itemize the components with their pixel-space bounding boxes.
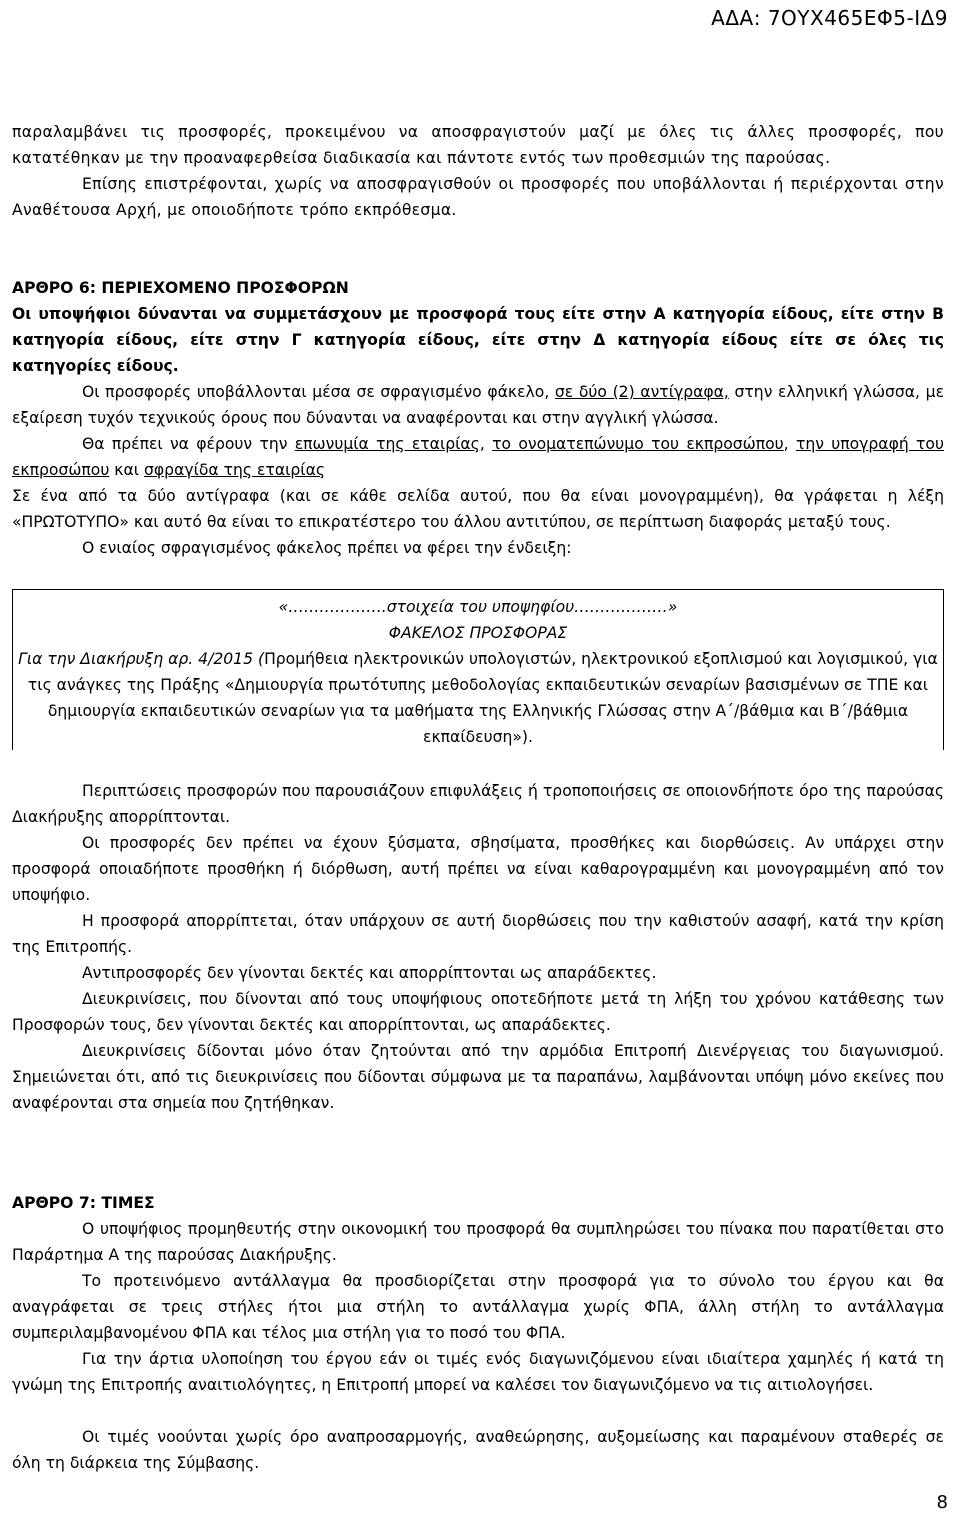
article-7-title: ΑΡΘΡΟ 7: ΤΙΜΕΣ: [12, 1194, 155, 1212]
article-6-categories: Οι υποψήφιοι δύνανται να συμμετάσχουν με προσφορά τους είτε στην Α κατηγορία είδους, είτε στην Β κατηγορία είδους, είτε στην Γ κατηγορία είδους, είτε στην Δ κατηγορία είδους είτε σε όλες τις κατηγορίες είδους.: [12, 305, 944, 375]
page-number: 8: [936, 1492, 948, 1513]
tender-subject: Προμήθεια ηλεκτρονικών υπολογιστών, ηλεκτρονικού εξοπλισμού και λογισμικού, για τις ανάγκες της Πράξης «Δημιουργία πρωτότυπης μεθοδολογίας εκπαιδευτικών σεναρίων βασισμένων σε ΤΠΕ και δημιουργία εκπαιδευτικών σεναρίων για τα μαθήματα της Ελληνικής Γλώσσας στην Α΄/βάθμια και Β΄/βάθμια εκπαίδευση»).: [27, 650, 938, 746]
intro-paragraph-1: παραλαμβάνει τις προσφορές, προκειμένου να αποσφραγιστούν μαζί με όλες τις άλλες προσφορές, που κατατέθηκαν με την προαναφερθείσα διαδικασία και πάντοτε εντός των προθεσμιών της παρούσας.: [12, 123, 944, 167]
article-6-title: ΑΡΘΡΟ 6: ΠΕΡΙΕΧΟΜΕΝΟ ΠΡΟΣΦΟΡΩΝ: [12, 279, 349, 297]
bear-text-a: Θα πρέπει να φέρουν την: [82, 435, 295, 453]
prices-paragraph-3: Για την άρτια υλοποίηση του έργου εάν οι τιμές ενός διαγωνιζόμενου είναι ιδιαίτερα χαμηλές ή κατά τη γνώμη της Επιτροπής αναιτιολόγητες, η Επιτροπή μπορεί να καλέσει τον διαγωνιζόμενο να τις αιτιολογήσει.: [12, 1350, 944, 1394]
bear-comma-2: ,: [783, 435, 796, 453]
prices-paragraph-4: Οι τιμές νοούνται χωρίς όρο αναπροσαρμογής, αναθεώρησης, αυξομείωσης και παραμένουν σταθερές σε όλη τη διάρκεια της Σύμβασης.: [12, 1428, 944, 1472]
document-body: [12, 119, 944, 1476]
ada-code: ΑΔΑ: 7ΟΥΧ465ΕΦ5-ΙΔ9: [711, 6, 948, 30]
tender-description: [13, 646, 943, 750]
copies-paragraph: [12, 379, 944, 431]
representative-signature-underlined: την υπογραφή του εκπροσώπου: [12, 435, 944, 479]
copies-underlined: σε δύο (2) αντίγραφα,: [554, 383, 729, 401]
envelope-paragraph: Ο ενιαίος σφραγισμένος φάκελος πρέπει να φέρει την ένδειξη:: [82, 539, 572, 557]
prices-paragraph-1: Ο υποψήφιος προμηθευτής στην οικονομική του προσφορά θα συμπληρώσει του πίνακα που παρατίθεται στο Παράρτημα Α της παρούσας Διακήρυξης.: [12, 1220, 944, 1264]
offer-envelope-line: ΦΑΚΕΛΟΣ ΠΡΟΣΦΟΡΑΣ: [388, 624, 568, 642]
tender-number: Για την Διακήρυξη αρ. 4/2015 (: [18, 650, 265, 668]
intro-paragraph-2: Επίσης επιστρέφονται, χωρίς να αποσφραγισθούν οι προσφορές που υποβάλλονται ή περιέρχονται στην Αναθέτουσα Αρχή, με οποιοδήποτε τρόπο εκπρόθεσμα.: [12, 175, 944, 219]
clarifications-paragraph-2: Διευκρινίσεις δίδονται μόνο όταν ζητούνται από την αρμόδια Επιτροπή Διενέργειας του διαγωνισμού. Σημειώνεται ότι, από τις διευκρινίσεις που δίδονται σύμφωνα με τα παραπάνω, λαμβάνονται υπόψη μόνο εκείνες που αναφέρονται στα σημεία που ζητήθηκαν.: [12, 1042, 944, 1112]
clarifications-paragraph-1: Διευκρινίσεις, που δίνονται από τους υποψήφιους οποτεδήποτε μετά τη λήξη του χρόνου κατάθεσης των Προσφορών τους, δεν γίνονται δεκτές και απορρίπτονται, ως απαράδεκτες.: [12, 990, 944, 1034]
cases-paragraph: Περιπτώσεις προσφορών που παρουσιάζουν επιφυλάξεις ή τροποποιήσεις σε οποιονδήποτε όρο της παρούσας Διακήρυξης απορρίπτονται.: [12, 782, 944, 826]
representative-name-underlined: το ονοματεπώνυμο του εκπροσώπου: [492, 435, 784, 453]
copies-text-a: Οι προσφορές υποβάλλονται μέσα σε σφραγισμένο φάκελο,: [82, 383, 555, 401]
company-name-underlined: επωνυμία της εταιρίας: [294, 435, 480, 453]
original-paragraph: Σε ένα από τα δύο αντίγραφα (και σε κάθε σελίδα αυτού, που θα είναι μονογραμμένη), θα γράφεται η λέξη «ΠΡΩΤΟΤΥΠΟ» και αυτό θα είναι το επικρατέστερο του άλλου αντιτύπου, σε περίπτωση διαφοράς μεταξύ τους.: [12, 487, 944, 531]
bear-paragraph: [12, 431, 944, 483]
bear-comma-1: ,: [479, 435, 493, 453]
rejected-paragraph: Η προσφορά απορρίπτεται, όταν υπάρχουν σε αυτή διορθώσεις που την καθιστούν ασαφή, κατά την κρίση της Επιτροπής.: [12, 912, 944, 956]
bear-and: και: [109, 461, 145, 479]
company-seal-underlined: σφραγίδα της εταιρίας: [144, 461, 326, 479]
envelope-label-box: [12, 589, 944, 750]
candidate-details-line: «……………….στοιχεία του υποψηφίου………………»: [278, 598, 678, 616]
copies-text-b: στην ελληνική γλώσσα, με εξαίρεση τυχόν τεχνικούς όρους που δύνανται να αναφέρονται και στην αγγλική γλώσσα.: [12, 383, 945, 427]
counter-offers-paragraph: Αντιπροσφορές δεν γίνονται δεκτές και απορρίπτονται ως απαράδεκτες.: [82, 964, 657, 982]
prices-paragraph-2: Το προτεινόμενο αντάλλαγμα θα προσδιορίζεται στην προσφορά για το σύνολο του έργου και θα αναγράφεται σε τρεις στήλες ήτοι μια στήλη το αντάλλαγμα χωρίς ΦΠΑ, άλλη στήλη το αντάλλαγμα συμπεριλαμβανομένου ΦΠΑ και τέλος μια στήλη για το ποσό του ΦΠΑ.: [12, 1272, 944, 1342]
erasures-paragraph: Οι προσφορές δεν πρέπει να έχουν ξύσματα, σβησίματα, προσθήκες και διορθώσεις. Αν υπάρχει στην προσφορά οποιαδήποτε προσθήκη ή διόρθωση, αυτή πρέπει να είναι καθαρογραμμένη και μονογραμμένη από τον υποψήφιο.: [12, 834, 944, 904]
